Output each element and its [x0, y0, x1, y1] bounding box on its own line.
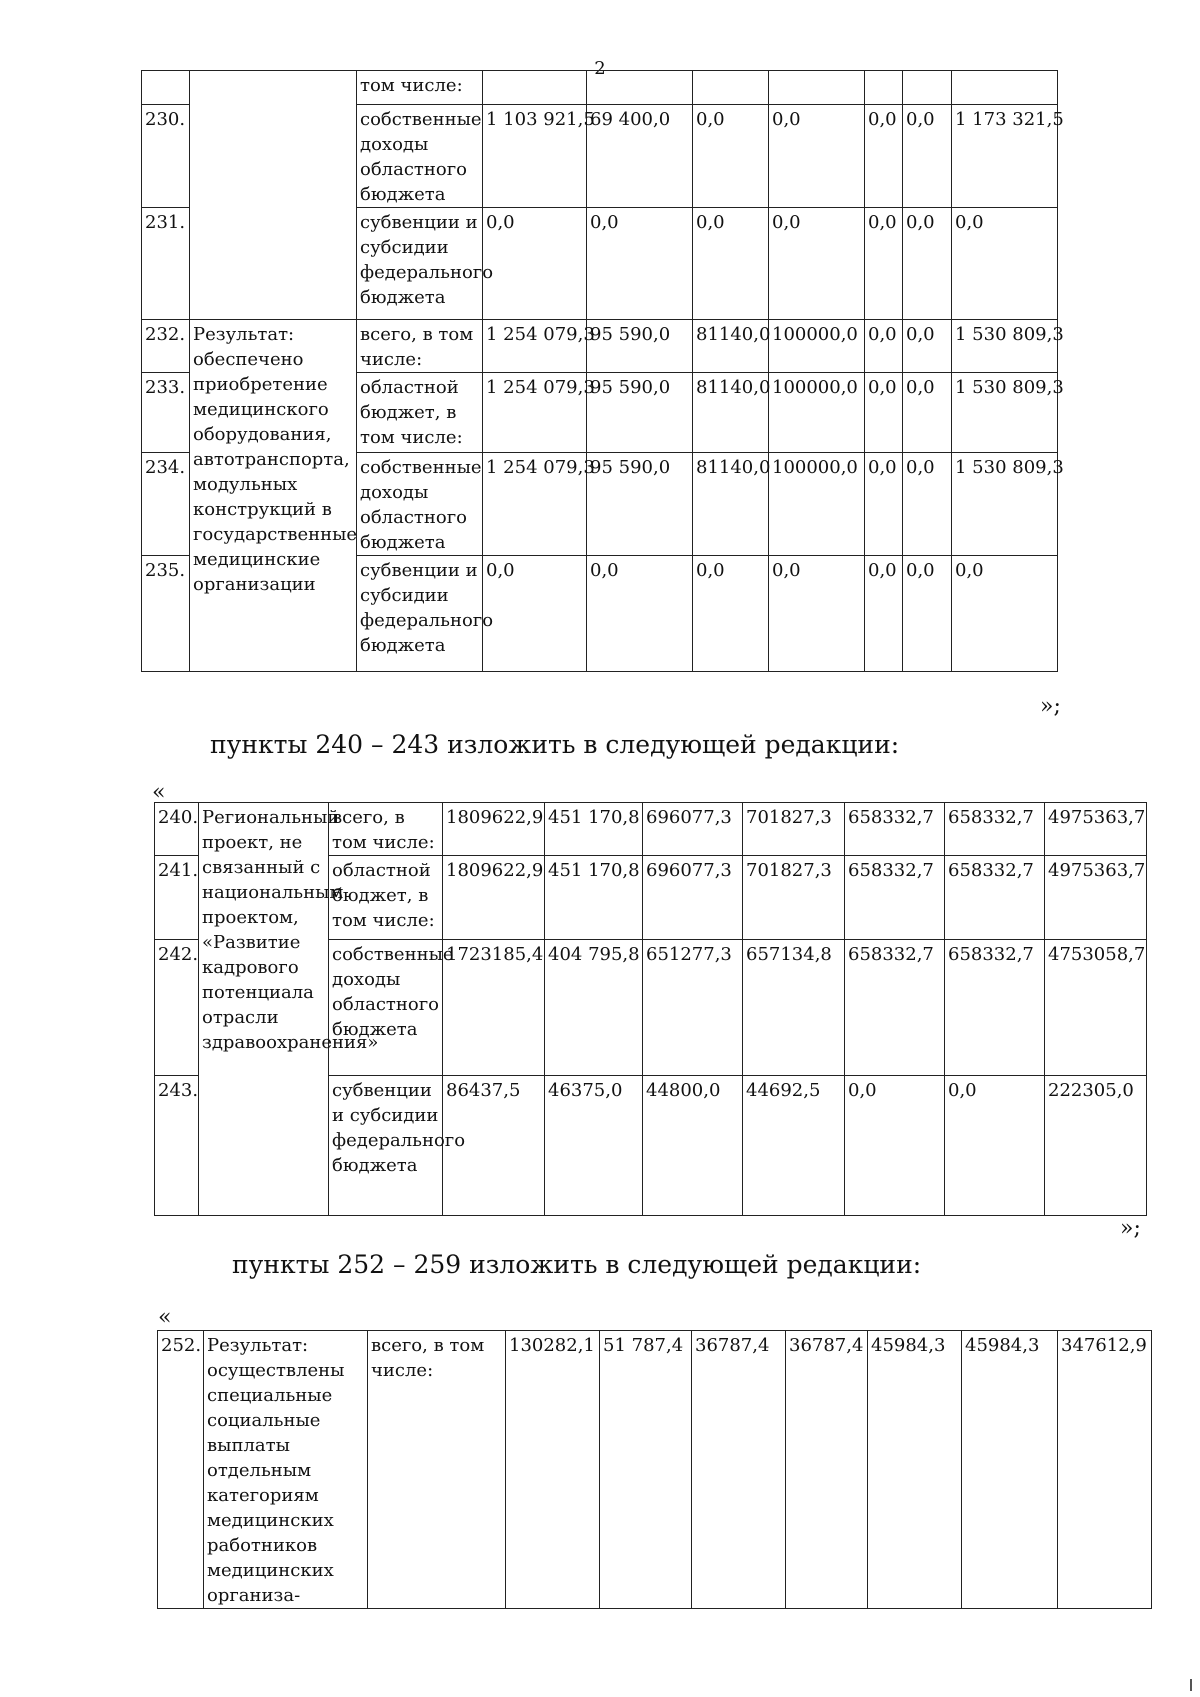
- value-cell: 658332,7: [945, 803, 1045, 856]
- group-label-cell: Региональный проект, не связанный с национальным проектом, «Развитие кадрового потенциала отрасли здравоохранения»: [199, 803, 329, 1216]
- value-cell: 1 530 809,3: [952, 373, 1058, 453]
- value-cell: 0,0: [587, 556, 693, 672]
- value-cell: 658332,7: [945, 856, 1045, 940]
- row-number-cell: 241.: [155, 856, 199, 940]
- group-label-cell: [190, 71, 357, 320]
- value-cell: 69 400,0: [587, 105, 693, 208]
- category-cell: собственные доходы областного бюджета: [357, 453, 483, 556]
- value-cell: 4753058,7: [1045, 940, 1147, 1076]
- value-cell: 44800,0: [643, 1076, 743, 1216]
- value-cell: 1 173 321,5: [952, 105, 1058, 208]
- value-cell: 0,0: [952, 556, 1058, 672]
- table-1: [141, 70, 1064, 672]
- value-cell: 0,0: [945, 1076, 1045, 1216]
- opening-quote: «: [158, 1305, 172, 1330]
- value-cell: 0,0: [903, 105, 952, 208]
- value-cell: 696077,3: [643, 803, 743, 856]
- value-cell: 4975363,7: [1045, 856, 1147, 940]
- value-cell: 45984,3: [868, 1331, 962, 1609]
- section-heading: пункты 252 – 259 изложить в следующей редакции:: [232, 1250, 922, 1279]
- value-cell: 0,0: [865, 453, 903, 556]
- value-cell: 658332,7: [845, 940, 945, 1076]
- value-cell: 1 254 079,3: [483, 373, 587, 453]
- value-cell: 1809622,9: [443, 856, 545, 940]
- value-cell: 0,0: [483, 556, 587, 672]
- row-number-cell: 252.: [158, 1331, 204, 1609]
- table-2: [154, 802, 1147, 1216]
- value-cell: 100000,0: [769, 453, 865, 556]
- value-cell: 347612,9: [1058, 1331, 1152, 1609]
- value-cell: 81140,0: [693, 373, 769, 453]
- value-cell: 0,0: [769, 105, 865, 208]
- value-cell: 0,0: [903, 320, 952, 373]
- category-cell: субвенции и субсидии федерального бюджета: [357, 556, 483, 672]
- row-number-cell: 233.: [142, 373, 190, 453]
- value-cell: 451 170,8: [545, 803, 643, 856]
- value-cell: 86437,5: [443, 1076, 545, 1216]
- category-cell: собственные доходы областного бюджета: [357, 105, 483, 208]
- value-cell: 696077,3: [643, 856, 743, 940]
- value-cell: 36787,4: [692, 1331, 786, 1609]
- table-row: [155, 803, 1147, 856]
- value-cell: 1 530 809,3: [952, 453, 1058, 556]
- value-cell: 0,0: [865, 105, 903, 208]
- page-number: 2: [594, 58, 606, 79]
- closing-quote: »;: [1040, 694, 1061, 719]
- value-cell: 81140,0: [693, 453, 769, 556]
- value-cell: 658332,7: [945, 940, 1045, 1076]
- value-cell: 95 590,0: [587, 453, 693, 556]
- value-cell: 0,0: [769, 208, 865, 320]
- value-cell: 95 590,0: [587, 320, 693, 373]
- value-cell: 657134,8: [743, 940, 845, 1076]
- value-cell: 0,0: [587, 208, 693, 320]
- value-cell: 51 787,4: [600, 1331, 692, 1609]
- opening-quote: «: [152, 780, 166, 805]
- value-cell: 0,0: [845, 1076, 945, 1216]
- category-cell: субвенции и субсидии федерального бюджета: [329, 1076, 443, 1216]
- value-cell: 0,0: [693, 105, 769, 208]
- value-cell: 100000,0: [769, 373, 865, 453]
- value-cell: 0,0: [903, 453, 952, 556]
- group-label-cell: Результат: обеспечено приобретение медицинского оборудования, автотранспорта, модульных конструкций в государственные медицинские организации: [190, 320, 357, 672]
- row-number-cell: 240.: [155, 803, 199, 856]
- row-number-cell: 230.: [142, 105, 190, 208]
- category-cell: субвенции и субсидии федерального бюджета: [357, 208, 483, 320]
- value-cell: 658332,7: [845, 803, 945, 856]
- value-cell: 1 254 079,3: [483, 453, 587, 556]
- scan-mark: [1190, 1679, 1192, 1691]
- value-cell: 222305,0: [1045, 1076, 1147, 1216]
- category-cell: собственные доходы областного бюджета: [329, 940, 443, 1076]
- value-cell: 0,0: [483, 208, 587, 320]
- table-row: [142, 71, 1058, 105]
- value-cell: 130282,1: [506, 1331, 600, 1609]
- value-cell: 0,0: [865, 208, 903, 320]
- row-number-cell: 243.: [155, 1076, 199, 1216]
- value-cell: 1 254 079,3: [483, 320, 587, 373]
- section-heading: пункты 240 – 243 изложить в следующей редакции:: [210, 730, 900, 759]
- value-cell: 651277,3: [643, 940, 743, 1076]
- value-cell: 0,0: [693, 556, 769, 672]
- closing-quote: »;: [1120, 1216, 1141, 1241]
- value-cell: 0,0: [865, 556, 903, 672]
- value-cell: 701827,3: [743, 803, 845, 856]
- category-cell: том числе:: [357, 71, 483, 105]
- value-cell: 1 103 921,5: [483, 105, 587, 208]
- row-number-cell: 234.: [142, 453, 190, 556]
- value-cell: 0,0: [865, 320, 903, 373]
- category-cell: всего, в том числе:: [329, 803, 443, 856]
- table-row: [142, 320, 1058, 373]
- value-cell: 36787,4: [786, 1331, 868, 1609]
- category-cell: всего, в том числе:: [357, 320, 483, 373]
- row-number-cell: 242.: [155, 940, 199, 1076]
- value-cell: 0,0: [952, 208, 1058, 320]
- value-cell: 701827,3: [743, 856, 845, 940]
- row-number-cell: 232.: [142, 320, 190, 373]
- row-number-cell: [142, 71, 190, 105]
- value-cell: 100000,0: [769, 320, 865, 373]
- group-label-cell: Результат: осуществлены специальные социальные выплаты отдельным категориям медицинских работников медицинских организа-: [204, 1331, 368, 1609]
- row-number-cell: 231.: [142, 208, 190, 320]
- value-cell: 0,0: [903, 208, 952, 320]
- value-cell: 404 795,8: [545, 940, 643, 1076]
- category-cell: областной бюджет, в том числе:: [329, 856, 443, 940]
- table-row: [158, 1331, 1152, 1609]
- value-cell: 95 590,0: [587, 373, 693, 453]
- value-cell: 0,0: [769, 556, 865, 672]
- value-cell: 46375,0: [545, 1076, 643, 1216]
- category-cell: всего, в том числе:: [368, 1331, 506, 1609]
- category-cell: областной бюджет, в том числе:: [357, 373, 483, 453]
- value-cell: 44692,5: [743, 1076, 845, 1216]
- value-cell: 451 170,8: [545, 856, 643, 940]
- value-cell: 0,0: [903, 556, 952, 672]
- value-cell: 0,0: [865, 373, 903, 453]
- value-cell: 45984,3: [962, 1331, 1058, 1609]
- value-cell: 658332,7: [845, 856, 945, 940]
- value-cell: 1809622,9: [443, 803, 545, 856]
- value-cell: 4975363,7: [1045, 803, 1147, 856]
- value-cell: 0,0: [693, 208, 769, 320]
- row-number-cell: 235.: [142, 556, 190, 672]
- value-cell: 0,0: [903, 373, 952, 453]
- value-cell: 1723185,4: [443, 940, 545, 1076]
- table-3: [157, 1330, 1152, 1609]
- value-cell: 81140,0: [693, 320, 769, 373]
- value-cell: 1 530 809,3: [952, 320, 1058, 373]
